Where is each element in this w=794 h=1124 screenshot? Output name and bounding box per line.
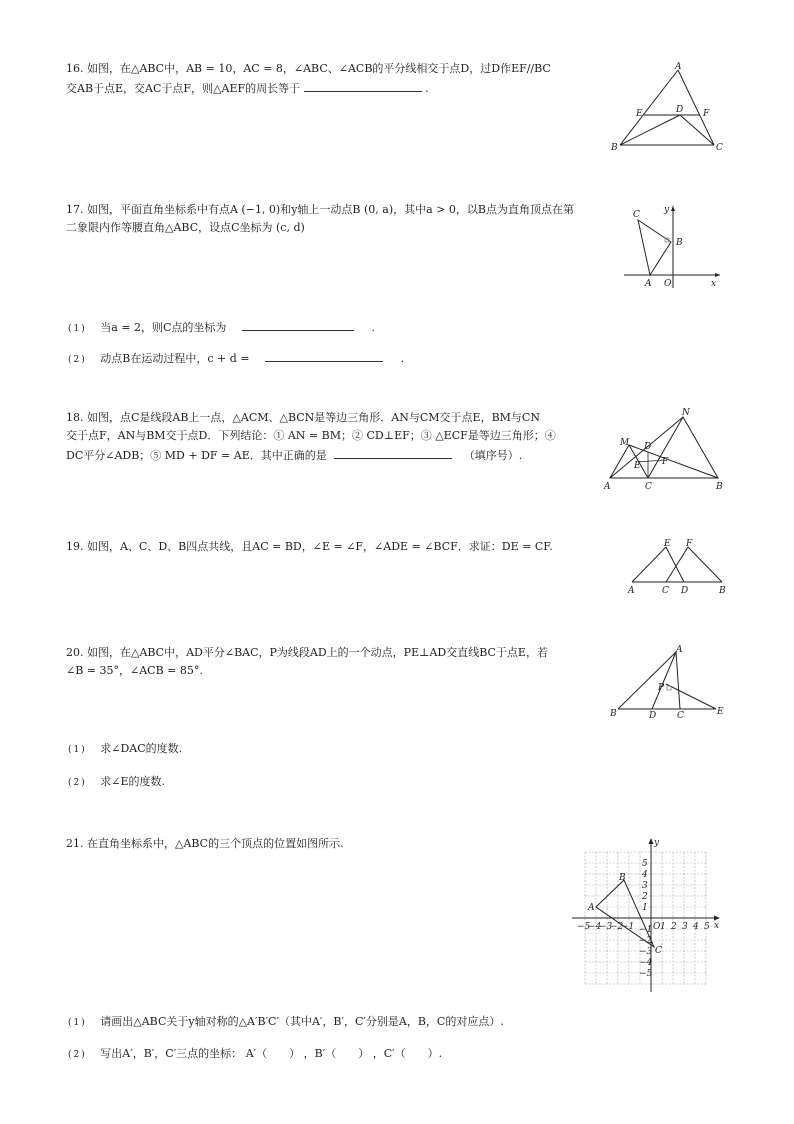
q21-xtick: −2	[610, 922, 624, 932]
q18-label-n: N	[682, 408, 690, 418]
q18-line3-end: （填序号）.	[463, 449, 523, 462]
q20-label-c: C	[677, 711, 684, 721]
q21-answer-c-prime[interactable]: ，C′（ ）.	[372, 1047, 443, 1060]
q18-line3-text: DC平分∠ADB；⑤ MD + DF = AE．其中正确的是	[66, 449, 327, 462]
q18-label-m: M	[620, 438, 630, 448]
q21-sub1-text: 请画出△ABC关于y轴对称的△A′B′C′（其中A′，B′，C′分别是A，B，C的对应点）.	[100, 1015, 504, 1028]
q21-answer-b-prime[interactable]: ，B′（ ）	[303, 1047, 370, 1060]
q18-line3	[66, 447, 522, 463]
q17-line2: 二象限内作等腰直角△ABC，设点C坐标为 (c, d)	[66, 221, 305, 234]
q16-bisector-cd	[680, 115, 714, 145]
q20-figure	[604, 642, 732, 722]
q19-label-e: E	[664, 539, 671, 549]
q18-label-c: C	[645, 482, 652, 492]
q20-sub1-number: (1)	[68, 745, 87, 755]
q18-line1: 18. 如图，点C是线段AB上一点，△ACM、△BCN是等边三角形．AN与CM交于点E，BM与CN	[66, 411, 540, 424]
q16-side-ac	[678, 70, 714, 145]
q18-label-e: E	[634, 461, 641, 471]
q17-x-arrow	[715, 273, 720, 277]
q17-sub1-number: (1)	[68, 324, 87, 334]
q20-side-ab	[618, 652, 676, 709]
q16-figure	[610, 60, 730, 155]
q18-figure	[600, 404, 732, 492]
q21-label-y: y	[654, 838, 660, 848]
q21-xtick: −1	[621, 922, 635, 932]
q18-answer-blank[interactable]	[334, 447, 452, 459]
q18-label-d: D	[644, 442, 652, 452]
q18-line2: 交于点F，AN与BM交于点D．下列结论：① AN = BM；② CD⊥EF；③ △ECF是等边三角形；④	[66, 429, 556, 442]
q21-ytick: 2	[642, 892, 648, 902]
q21-ytick: 4	[642, 870, 648, 880]
q17-label-y: y	[664, 205, 670, 215]
q18-label-b: B	[716, 482, 723, 492]
q17-label-o: O	[664, 279, 672, 289]
q21-line1: 21. 在直角坐标系中，△ABC的三个顶点的位置如图所示.	[66, 837, 344, 850]
q21-sub2-lead: 写出A′，B′，C′三点的坐标：	[100, 1047, 243, 1060]
q21-ytick: 5	[642, 859, 648, 869]
q20-bisector-ad	[652, 652, 676, 709]
q20-sub1	[68, 742, 182, 757]
q20-label-p: P	[658, 683, 665, 693]
q17-label-a: A	[645, 279, 652, 289]
q17-sub1-end: .	[371, 321, 375, 334]
q16-label-c: C	[716, 143, 723, 153]
q21-ytick: −4	[639, 958, 653, 968]
q21-xtick: −4	[588, 922, 602, 932]
q21-x-arrow	[714, 916, 720, 921]
q20-label-d: D	[649, 711, 657, 721]
q20-label-e: E	[717, 707, 724, 717]
q21-ytick: −3	[639, 947, 653, 957]
q17-sub2	[68, 350, 404, 367]
q17-label-x: x	[711, 279, 717, 289]
q17-sub1-answer-blank[interactable]	[242, 319, 354, 331]
q21-ytick: −5	[639, 969, 653, 979]
q21-answer-a-prime[interactable]: A′（ ）	[245, 1047, 301, 1060]
q21-ytick: −2	[639, 936, 653, 946]
q19-label-f: F	[686, 539, 693, 549]
q19-label-b: B	[719, 586, 726, 596]
q21-label-a: A	[588, 903, 595, 913]
q21-sub1	[68, 1015, 504, 1030]
q17-sub2-end: .	[400, 352, 404, 365]
q20-sub2-text: 求∠E的度数.	[100, 775, 165, 788]
q20-label-a: A	[676, 645, 683, 655]
q20-sub1-text: 求∠DAC的度数.	[100, 742, 183, 755]
q21-ytick: 3	[642, 881, 648, 891]
q16-line2	[66, 80, 429, 96]
q20-sub2	[68, 775, 165, 790]
q17-label-c: C	[633, 210, 640, 220]
q20-line1: 20. 如图，在△ABC中，AD平分∠BAC，P为线段AD上的一个动点，PE⊥AD交直线BC于点E，若	[66, 646, 548, 659]
q21-xtick: 5	[704, 922, 710, 932]
q21-xtick: −3	[599, 922, 613, 932]
q18-label-f: F	[662, 457, 669, 467]
q16-label-e: E	[636, 109, 643, 119]
q16-line2-end: .	[425, 82, 429, 95]
q20-segment-pe	[666, 684, 716, 709]
q21-label-o: O	[653, 922, 661, 932]
q19-label-c: C	[662, 586, 669, 596]
q21-y-arrow	[649, 838, 654, 844]
q17-triangle	[638, 220, 671, 275]
q17-sub2-answer-blank[interactable]	[265, 350, 383, 362]
q16-label-f: F	[703, 109, 710, 119]
q19-label-d: D	[681, 586, 689, 596]
q16-answer-blank[interactable]	[304, 80, 422, 92]
q16-label-b: B	[611, 143, 618, 153]
q19-segment-ed	[666, 547, 684, 582]
q16-label-d: D	[676, 105, 684, 115]
q16-bisector-bd	[620, 115, 680, 145]
q17-y-arrow	[671, 206, 675, 211]
q21-sub2-number: (2)	[68, 1050, 87, 1060]
q16-label-a: A	[675, 62, 682, 72]
q19-segment-cf	[666, 547, 688, 582]
q17-label-b: B	[676, 238, 683, 248]
q17-sub2-text: 动点B在运动过程中，c + d =	[100, 352, 250, 365]
q21-label-x: x	[714, 921, 720, 931]
q16-line1: 16. 如图，在△ABC中，AB = 10，AC = 8，∠ABC、∠ACB的平分线相交于点D，过D作EF//BC	[66, 62, 551, 75]
q19-segment-fb	[688, 547, 722, 582]
q21-xtick: −5	[577, 922, 591, 932]
q17-sub1	[68, 319, 375, 336]
q20-line2: ∠B = 35°，∠ACB = 85°.	[66, 664, 203, 677]
q21-sub1-number: (1)	[68, 1018, 87, 1028]
q20-sub2-number: (2)	[68, 778, 87, 788]
q21-label-b: B	[619, 873, 626, 883]
q21-sub2	[68, 1047, 442, 1062]
q21-label-c: C	[655, 946, 662, 956]
q16-side-ab	[620, 70, 678, 145]
q18-triangle-bcn	[648, 417, 718, 478]
q19-line1: 19. 如图，A、C、D、B四点共线，且AC = BD，∠E = ∠F，∠ADE = ∠BCF．求证：DE = CF.	[66, 540, 553, 553]
q21-xtick: 1	[660, 922, 666, 932]
q21-ytick: 1	[642, 903, 648, 913]
q18-label-a: A	[604, 482, 611, 492]
q19-segment-ae	[632, 547, 666, 582]
q21-xtick: 3	[682, 922, 688, 932]
q17-sub2-number: (2)	[68, 355, 87, 365]
q21-coordinate-grid	[560, 832, 740, 997]
q20-label-b: B	[610, 709, 617, 719]
q20-side-ac	[676, 652, 680, 709]
q21-xtick: 2	[671, 922, 677, 932]
q17-figure	[620, 200, 730, 292]
q21-ytick: −1	[639, 925, 653, 935]
q19-label-a: A	[628, 586, 635, 596]
q21-xtick: 4	[693, 922, 699, 932]
q18-line-ef	[638, 460, 664, 462]
q19-figure	[624, 536, 730, 596]
q16-line2-text: 交AB于点E，交AC于点F，则△AEF的周长等于	[66, 82, 301, 95]
q17-sub1-text: 当a = 2，则C点的坐标为	[100, 321, 227, 334]
q17-line1: 17. 如图，平面直角坐标系中有点A (−1, 0)和y轴上一动点B (0, a)，其中a > 0，以B点为直角顶点在第	[66, 203, 574, 216]
